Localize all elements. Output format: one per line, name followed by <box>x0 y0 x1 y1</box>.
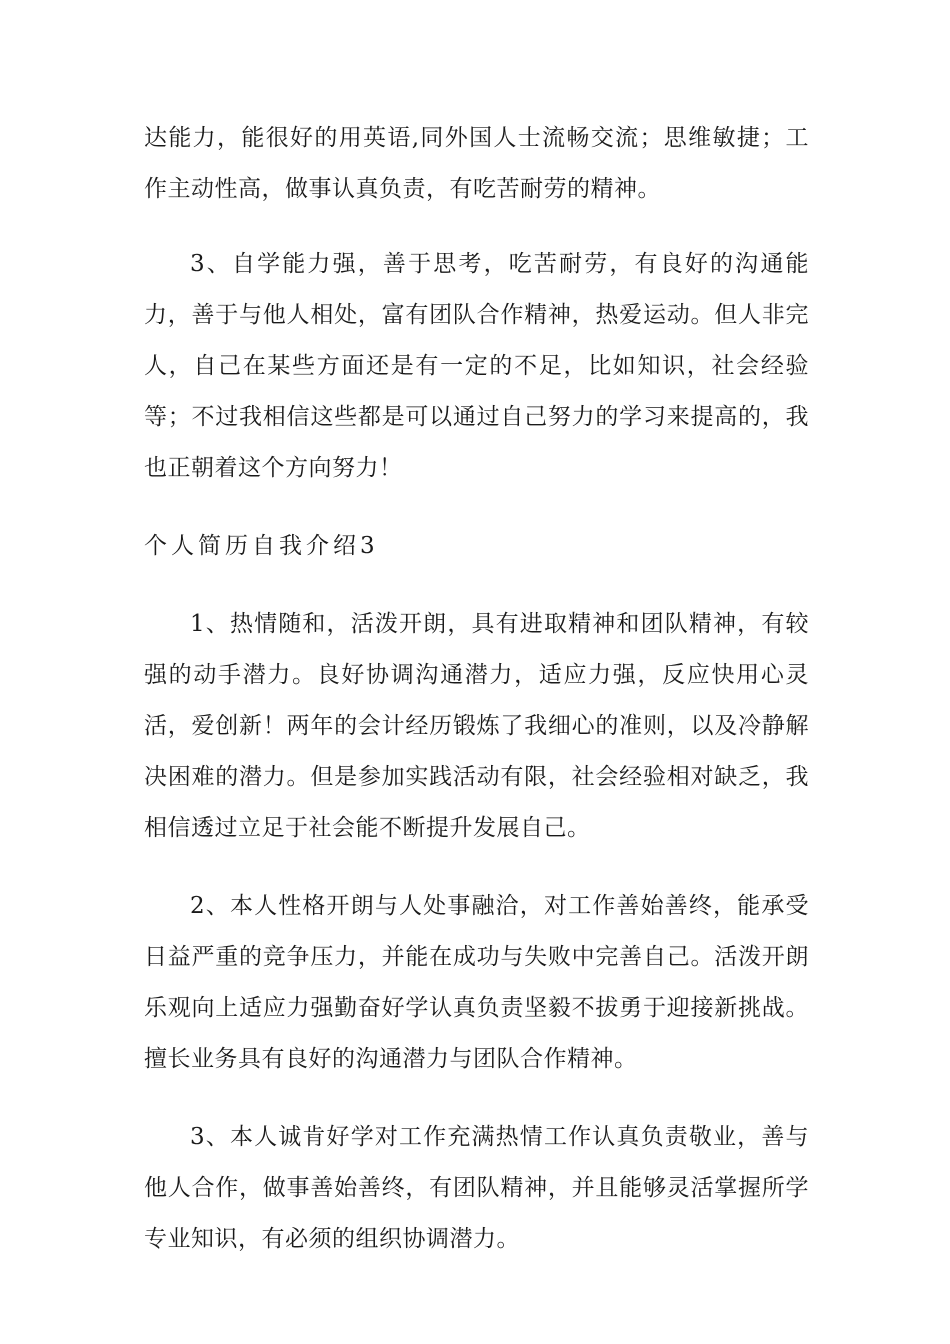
paragraph-self-study: 3、自学能力强，善于思考，吃苦耐劳，有良好的沟通能力，善于与他人相处，富有团队合作精神，热爱运动。但人非完人，自己在某些方面还是有一定的不足，比如知识，社会经验等；不过我相信这些都是可以通过自己努力的学习来提高的，我也正朝着这个方向努力！ <box>144 251 809 481</box>
section-heading: 个人简历自我介绍3 <box>144 533 379 559</box>
paragraph-item-2: 2、本人性格开朗与人处事融洽，对工作善始善终，能承受日益严重的竞争压力，并能在成功与失败中完善自己。活泼开朗乐观向上适应力强勤奋好学认真负责坚毅不拔勇于迎接新挑战。擅长业务具有良好的沟通潜力与团队合作精神。 <box>144 893 809 1072</box>
paragraph-item-3: 3、本人诚肯好学对工作充满热情工作认真负责敬业，善与他人合作，做事善始善终，有团队精神，并且能够灵活掌握所学专业知识，有必须的组织协调潜力。 <box>144 1124 809 1252</box>
paragraph-continued: 达能力，能很好的用英语,同外国人士流畅交流；思维敏捷；工作主动性高，做事认真负责，有吃苦耐劳的精神。 <box>144 125 809 202</box>
paragraph-item-1: 1、热情随和，活泼开朗，具有进取精神和团队精神，有较强的动手潜力。良好协调沟通潜力，适应力强，反应快用心灵活，爱创新！两年的会计经历锻炼了我细心的准则，以及冷静解决困难的潜力。但是参加实践活动有限，社会经验相对缺乏，我相信透过立足于社会能不断提升发展自己。 <box>144 611 809 841</box>
document-body <box>144 113 809 1265</box>
